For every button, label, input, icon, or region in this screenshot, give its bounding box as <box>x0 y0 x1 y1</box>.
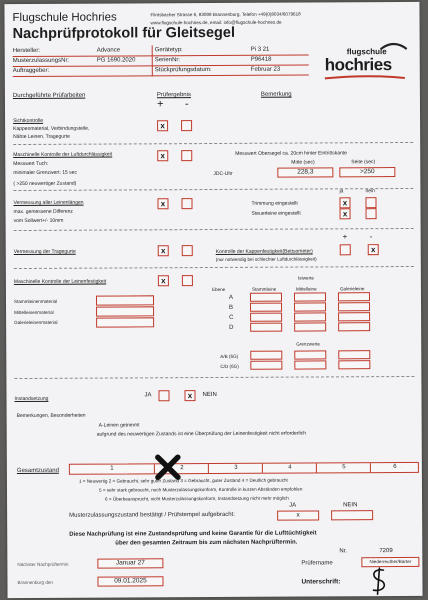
gesamt-label: Gesamtzustand <box>16 467 59 475</box>
luft-plus-checkbox[interactable]: x <box>157 150 168 161</box>
kappen-title: Kontrolle der Kappenfestigkeit(Bettsometer) <box>215 248 313 255</box>
stamm-label: Stammleinenmaterial <box>13 298 58 305</box>
stueckpruefung-label: Stückprüfungsdatum: <box>154 67 212 74</box>
col-mittelleine: Mittelleine <box>295 286 317 292</box>
scale-6[interactable]: 6 <box>393 464 397 471</box>
steuer-label: Steuerleine eingestellt <box>251 210 301 217</box>
ebene-d: D <box>229 324 234 331</box>
istwerte-label: Istwerte <box>297 275 314 281</box>
col-galerieleine: Galerieleine <box>339 286 365 292</box>
galerie-a-field[interactable] <box>338 292 370 301</box>
muster-confirm-label: Musterzulassungszustand bestätigt / Prüfstempel aufgebracht: <box>69 511 235 519</box>
nein-label: nein <box>365 188 375 195</box>
school-name: Flugschule Hochries <box>12 11 117 25</box>
section-divider <box>14 376 414 379</box>
scale-2[interactable]: 2 <box>156 464 209 473</box>
sicht-minus-checkbox[interactable] <box>181 120 192 131</box>
protocol-sheet <box>4 2 422 598</box>
grenz-cd-mittel-field[interactable] <box>294 360 326 369</box>
trimm-ja-checkbox[interactable]: x <box>339 197 350 208</box>
info-divider <box>152 45 153 76</box>
tragegurte-plus-checkbox[interactable]: x <box>158 245 169 256</box>
scale-4[interactable]: 4 <box>264 463 317 472</box>
tragegurte-title: Vermessung der Tragegurte <box>13 248 76 256</box>
col-arbeiten: Durchgeführte Prüfarbeiten <box>12 92 86 100</box>
steuer-ja-checkbox[interactable]: x <box>340 208 351 219</box>
instand-ja-checkbox[interactable] <box>158 390 169 401</box>
muster-nein-label: NEIN <box>343 502 358 509</box>
luft-line3: ( >250 neuwertiger Zustand) <box>13 180 77 188</box>
ebene-c: C <box>229 314 234 321</box>
stamm-a-field[interactable] <box>250 293 282 302</box>
bemerkung-line1: A-Leinen getrimmt <box>98 422 140 429</box>
signature-mark <box>363 566 393 596</box>
hersteller-label: Hersteller: <box>12 47 41 55</box>
musterzulassung-label: MusterzulassungsNr: <box>12 57 70 65</box>
page-title: Nachprüfprotokoll für Gleitsegel <box>12 24 236 43</box>
grenz-cd-galerie-field[interactable] <box>338 360 370 369</box>
nr-label: Nr. <box>339 548 348 555</box>
luft-title: Maschinelle Kontrolle der Luftdurchlässigkeit <box>13 151 113 159</box>
pruefer-label: Prüfername <box>301 560 333 567</box>
muster-ja-checkbox[interactable]: x <box>277 510 319 520</box>
luft-line1: Messwert Tuch: <box>13 160 49 168</box>
sicht-plus-checkbox[interactable]: x <box>157 120 168 131</box>
ebene-a: A <box>228 294 234 301</box>
next-check-label: Nächster Nachprüftermin <box>17 561 69 568</box>
seriennr-label: SerienNr: <box>154 57 181 64</box>
mittel-label: Mittelleinenmaterial <box>14 309 54 316</box>
mittel-a-field[interactable] <box>294 292 326 301</box>
gesamt-legend-3: 6 = Überbeansprucht, nicht Musterzulassungskonform, Instandsetzung nicht mehr möglich <box>105 495 289 502</box>
muster-ja-label: JA <box>289 502 297 509</box>
scale-5[interactable]: 5 <box>318 463 371 472</box>
pruefer-field[interactable]: Niederreuther/Barter <box>361 557 419 567</box>
instand-label: Instandsetzung <box>14 395 49 403</box>
geraetetyp-value: Pi 3 21 <box>250 46 270 53</box>
school-logo <box>315 40 415 81</box>
kappen-plus-checkbox[interactable] <box>340 244 351 255</box>
kappen-plus-label: + <box>342 232 348 242</box>
vermessung-title: Vermessung aller Leinenlängen <box>13 199 84 207</box>
school-contact: www.flugschule-hochries.de, email: info@flugschule-hochries.de <box>150 19 282 26</box>
logo-swoosh <box>323 74 408 80</box>
seite-value-field[interactable]: >250 <box>339 167 395 177</box>
stamm-d-field[interactable] <box>250 323 282 332</box>
vermessung-line2: vom Sollwert+/- 10mm <box>13 217 64 225</box>
seite-label: Seite (sec) <box>351 159 376 166</box>
mittel-c-field[interactable] <box>294 312 326 321</box>
ab-label: A/B (6G) <box>220 353 239 359</box>
bemerkung-line2: aufgrund des neuwertigen Zustands ist eine Überprüfung der Leinenfestigkeit nicht erforderlich <box>96 430 307 438</box>
luft-line2: minimaler Grenzwert: 15 sec <box>13 169 77 177</box>
col-ergebnis: Prüfergebnis <box>156 92 191 99</box>
stamm-material-field[interactable] <box>96 295 154 305</box>
cross-mark-icon <box>155 454 181 480</box>
grenzwerte-label: Grenzwerte <box>296 341 320 347</box>
hersteller-value: Advance <box>96 47 121 54</box>
galerie-d-field[interactable] <box>338 322 370 331</box>
geraetetyp-label: Gerätetyp: <box>154 47 183 54</box>
section-divider <box>14 266 414 269</box>
kappen-minus-checkbox[interactable]: x <box>368 244 379 255</box>
stamm-c-field[interactable] <box>250 313 282 322</box>
kappen-subtitle: (nur notwendig bei schlechter Luftdurchlässigkeit) <box>215 256 317 262</box>
kappen-minus-label: - <box>369 232 373 242</box>
plus-label: + <box>156 98 164 111</box>
section-divider <box>14 228 414 231</box>
gesamt-legend-1: 1 = Neuwertig 2 = Gebraucht, sehr guter Zustand 3 = Gebraucht, guter Zustand 4 = Deutlich gebraucht <box>78 477 288 484</box>
instand-ja-label: JA <box>144 392 152 399</box>
col-stammleine: Stammleine <box>251 286 277 292</box>
minus-label: - <box>184 98 189 111</box>
ebene-b: B <box>229 304 234 311</box>
muster-nein-checkbox[interactable] <box>331 510 373 520</box>
instand-nein-checkbox[interactable]: x <box>184 390 195 401</box>
scale-3[interactable]: 3 <box>210 464 263 473</box>
disclaimer-line1: Diese Nachprüfung ist eine Zustandsprüfung und keine Garantie für die Lufttüchtigkeit <box>69 530 317 538</box>
galerie-b-field[interactable] <box>338 302 370 311</box>
grenz-cd-stamm-field[interactable] <box>250 361 282 370</box>
sicht-title: Sichtkontrolle <box>13 117 44 125</box>
seriennr-value: P96418 <box>250 56 272 63</box>
nr-value: 7209 <box>379 548 393 555</box>
cd-label: C/D (6G) <box>220 363 239 369</box>
stamm-b-field[interactable] <box>250 303 282 312</box>
leinen-title: Maschinelle Kontrolle der Leinenfestigkeit <box>13 278 107 286</box>
signature-label: Unterschrift: <box>301 578 341 586</box>
bemerkungen-label: Bemerkungen, Besonderheiten <box>16 412 86 420</box>
gesamt-scale <box>69 462 419 475</box>
instand-nein-label: NEIN <box>202 391 217 399</box>
auftraggeber-label: Auftraggeber: <box>12 67 50 75</box>
tragegurte-minus-checkbox[interactable] <box>182 245 193 256</box>
next-check-field[interactable]: Januar 27 <box>97 558 163 568</box>
vermessung-plus-checkbox[interactable]: x <box>157 198 168 209</box>
galerie-label: Galerieleinenmaterial <box>14 319 58 326</box>
mitte-label: Mitte (sec) <box>291 159 315 166</box>
ja-label: ja <box>339 188 344 195</box>
vermessung-minus-checkbox[interactable] <box>181 198 192 209</box>
device-label: JDC-Ultr <box>213 170 233 177</box>
date-field[interactable]: 09.01.2025 <box>97 576 163 586</box>
galerie-c-field[interactable] <box>338 312 370 321</box>
grenz-ab-galerie-field[interactable] <box>338 350 370 359</box>
logo-small-text: flugschule <box>346 47 387 57</box>
school-address: Flintsbacher Strasse 6, 83098 Brannenburg, Telefon +49(0)8034/6079618 <box>150 11 301 18</box>
gesamt-legend-2: 5 = sehr stark gebraucht, noch Musterzulassungskonform, Kontrolle in kurzen Abständen empfohlen <box>98 486 303 493</box>
mittel-b-field[interactable] <box>294 302 326 311</box>
luft-minus-checkbox[interactable] <box>181 150 192 161</box>
stueckpruefung-value: Februar 23 <box>250 66 281 73</box>
ebene-label: Ebene <box>211 286 226 293</box>
place-label: Brannenburg den <box>17 579 54 586</box>
leinen-minus-checkbox[interactable] <box>182 275 193 286</box>
steuer-nein-checkbox[interactable] <box>366 208 377 219</box>
mittel-material-field[interactable] <box>96 306 154 316</box>
logo-big-text: hochries <box>324 55 392 75</box>
vermessung-line1: max. gemessene Differenz <box>13 208 73 216</box>
info-rule <box>13 74 309 77</box>
col-bemerkung: Bemerkung <box>260 91 292 98</box>
mitte-value-field[interactable]: 228,3 <box>277 167 333 177</box>
mittel-d-field[interactable] <box>294 322 326 331</box>
leinen-plus-checkbox[interactable]: x <box>158 275 169 286</box>
luft-note: Messwert Obersegel ca. 20cm hinter Eintrittskante <box>235 150 347 157</box>
sicht-line1: Kappenmaterial, Verbindungsteile, <box>13 125 90 133</box>
section-divider <box>13 188 413 191</box>
scale-1[interactable]: 1 <box>70 464 155 473</box>
section-divider <box>13 142 413 145</box>
grenz-ab-mittel-field[interactable] <box>294 350 326 359</box>
disclaimer-line2: über den gesamten Zeitraum bis zum nächsten Nachprüftermin. <box>115 539 298 547</box>
grenz-ab-stamm-field[interactable] <box>250 351 282 360</box>
trimm-label: Trimmung eingestellt <box>251 200 298 207</box>
trimm-nein-checkbox[interactable] <box>365 197 376 208</box>
musterzulassung-value: PG 1690.2020 <box>96 57 136 64</box>
sicht-line2: Nähte Leinen, Tragegurte <box>13 133 70 141</box>
galerie-material-field[interactable] <box>96 317 154 327</box>
